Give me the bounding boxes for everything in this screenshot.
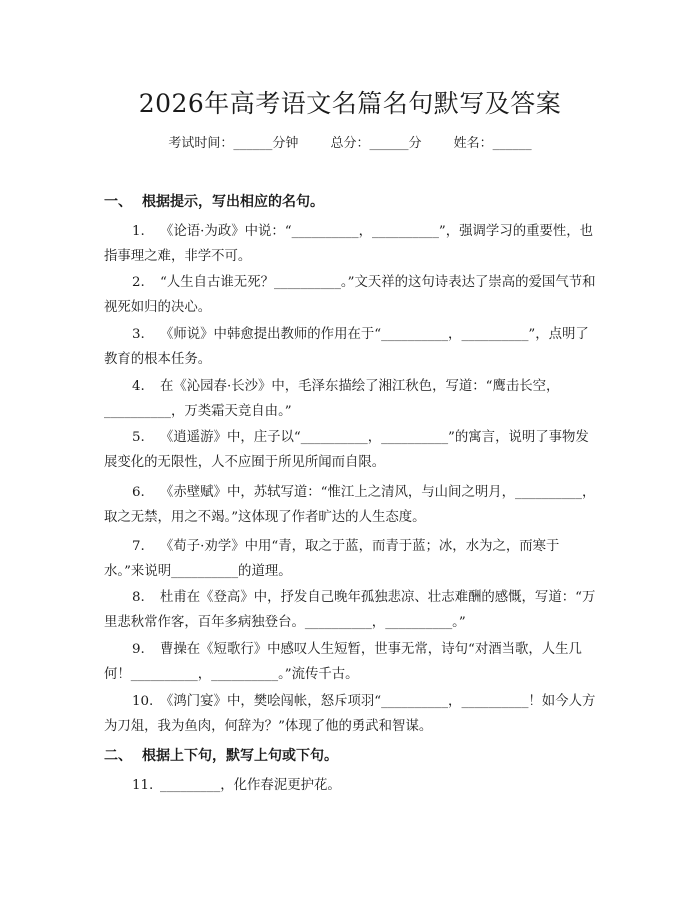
section-heading [104, 191, 324, 211]
question-number: 10. [132, 694, 154, 709]
question-number: 9. [132, 642, 145, 657]
student-name: 姓名：______ [453, 136, 532, 151]
question-number: 1. [132, 224, 145, 239]
exam-info-line [0, 132, 700, 151]
question-text: 在《沁园春·长沙》中，毛泽东描绘了湘江秋色，写道：“鹰击长空，__________，万类霜天竞自由。” [104, 379, 560, 419]
question-number: 8. [132, 590, 145, 605]
question-text: 杜甫在《登高》中，抒发自己晚年孤独悲凉、壮志难酬的感慨，写道：“万里悲秋常作客，百年多病独登台。__________，__________。” [104, 590, 596, 630]
question-number: 4. [132, 379, 145, 394]
question-text: 曹操在《短歌行》中感叹人生短暂，世事无常，诗句“对酒当歌，人生几何！__________，__________。”流传千古。 [104, 642, 582, 682]
section-heading [104, 745, 338, 765]
section-number: 二、 [104, 748, 132, 764]
question-text: 《荀子·劝学》中用“青，取之于蓝，而青于蓝；冰，水为之，而寒于水。”来说明__________的道理。 [104, 539, 560, 579]
question-number: 7. [132, 539, 145, 554]
question-text: 《论语·为政》中说：“__________，__________”，强调学习的重要性，也指事理之难，非学不可。 [104, 224, 594, 264]
question-item [104, 323, 596, 372]
question-text: 《逍遥游》中，庄子以“__________，__________”的寓言，说明了事物发展变化的无限性，人不应囿于所见所闻而自限。 [104, 430, 589, 470]
section-number: 一、 [104, 194, 132, 210]
question-text: “人生自古谁无死？__________。”文天祥的这句诗表达了崇高的爱国气节和视死如归的决心。 [104, 275, 596, 315]
section-label: 根据提示，写出相应的名句。 [142, 194, 324, 210]
question-number: 6. [132, 485, 145, 500]
question-number: 3. [132, 327, 145, 342]
section-label: 根据上下句，默写上句或下句。 [142, 748, 338, 764]
question-number: 2. [132, 275, 145, 290]
question-item [104, 586, 596, 635]
exam-time: 考试时间：______分钟 [168, 136, 299, 151]
question-text: 《赤壁赋》中，苏轼写道：“惟江上之清风，与山间之明月，__________，取之无禁，用之不竭。”这体现了作者旷达的人生态度。 [104, 485, 596, 525]
question-text: 《鸿门宴》中，樊哙闯帐，怒斥项羽“__________，__________！如今人方为刀俎，我为鱼肉，何辞为？”体现了他的勇武和智谋。 [104, 694, 596, 734]
question-item [104, 271, 596, 320]
exam-score: 总分：______分 [330, 136, 422, 151]
question-number: 11. [132, 778, 154, 793]
question-item [104, 774, 596, 799]
page-title: 2026年高考语文名篇名句默写及答案 [138, 89, 562, 118]
question-item [104, 426, 596, 475]
question-text: 《师说》中韩愈提出教师的作用在于“__________，__________”，点明了教育的根本任务。 [104, 327, 589, 367]
question-text: _________，化作春泥更护花。 [160, 778, 341, 793]
question-item [104, 690, 596, 739]
question-item [104, 638, 596, 687]
question-item [104, 535, 596, 584]
question-number: 5. [132, 430, 145, 445]
question-item [104, 375, 596, 424]
question-item [104, 220, 596, 269]
question-item [104, 481, 596, 530]
